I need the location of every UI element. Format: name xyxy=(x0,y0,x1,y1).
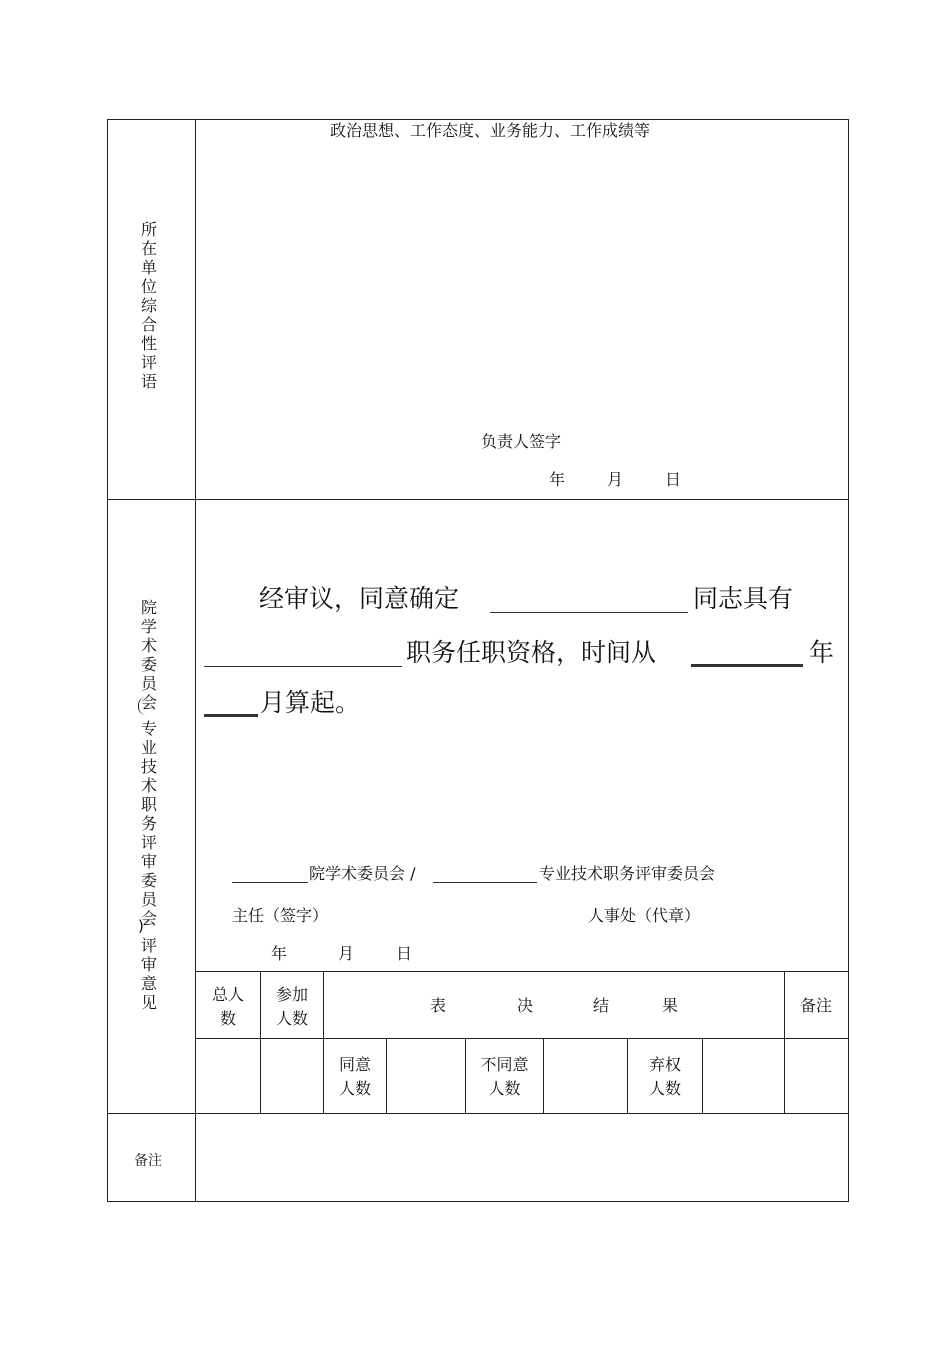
vote-disagree-line1: 不同意 xyxy=(480,1055,529,1074)
vote-abstain-line1: 弃权 xyxy=(648,1055,681,1074)
statement-part-1: 经审议，同意确定 xyxy=(259,584,460,613)
section2-date-year: 年 xyxy=(271,944,288,963)
academic-committee-label: 院学术委员会 / xyxy=(309,864,416,883)
vote-agree-cell[interactable] xyxy=(387,1039,465,1113)
vote-header-total-line2: 数 xyxy=(219,1009,236,1028)
vote-result-char-3: 结 xyxy=(593,996,610,1015)
statement-part-5: 月算起。 xyxy=(260,688,361,717)
section2-date-day: 日 xyxy=(396,944,413,963)
vote-disagree-cell[interactable] xyxy=(544,1039,627,1113)
border-bottom xyxy=(107,1201,849,1202)
professional-committee-blank[interactable] xyxy=(433,864,537,883)
month-blank[interactable] xyxy=(204,686,258,717)
vote-agree-line1: 同意 xyxy=(338,1055,371,1074)
remarks-area[interactable] xyxy=(196,1114,848,1201)
row-divider-1 xyxy=(107,499,849,500)
section2-date-month: 月 xyxy=(338,944,355,963)
remarks-label: 备注 xyxy=(134,1153,162,1169)
vote-disagree-line2: 人数 xyxy=(488,1079,521,1098)
academic-committee-blank[interactable] xyxy=(232,864,308,883)
vote-header-joined-line2: 人数 xyxy=(275,1009,308,1028)
review-opinion-label-part1: 院学术委员会 xyxy=(140,598,157,712)
vote-header-total-line1: 总人 xyxy=(211,985,244,1004)
professional-committee-label: 专业技术职务评审委员会 xyxy=(539,864,716,883)
border-left xyxy=(107,119,108,1202)
vote-result-char-4: 果 xyxy=(662,996,679,1015)
section1-date-day: 日 xyxy=(665,470,682,489)
vote-remark-cell[interactable] xyxy=(785,1039,848,1113)
hr-seal-label: 人事处（代章） xyxy=(588,906,701,925)
vote-header-total xyxy=(196,983,260,1031)
vote-agree-line2: 人数 xyxy=(338,1079,371,1098)
label-paren-close: ) xyxy=(138,917,144,935)
responsible-person-signature-label: 负责人签字 xyxy=(481,432,562,451)
vote-header-joined xyxy=(261,983,323,1031)
vote-header-joined-line1: 参加 xyxy=(275,985,308,1004)
position-blank[interactable] xyxy=(204,638,402,667)
vote-header-remark: 备注 xyxy=(800,996,833,1015)
name-blank[interactable] xyxy=(490,584,688,613)
review-opinion-label-part3: 评审意见 xyxy=(140,936,157,1012)
director-signature-label: 主任（签字） xyxy=(232,906,329,925)
vote-disagree-label xyxy=(466,1053,543,1101)
vote-agree-label xyxy=(324,1053,386,1101)
evaluation-writing-area[interactable] xyxy=(200,150,840,420)
evaluation-hint: 政治思想、工作态度、业务能力、工作成绩等 xyxy=(330,121,651,140)
vote-abstain-line2: 人数 xyxy=(648,1079,681,1098)
statement-part-4: 年 xyxy=(809,638,835,667)
review-opinion-label-part2: 专业技术职务评审委员会 xyxy=(140,719,157,928)
border-right xyxy=(848,119,849,1202)
section1-date-month: 月 xyxy=(607,470,624,489)
statement-part-3: 职务任职资格，时间从 xyxy=(406,638,657,667)
vote-abstain-cell[interactable] xyxy=(703,1039,784,1113)
border-top xyxy=(107,119,849,120)
vote-table-top xyxy=(195,971,849,972)
vote-result-char-2: 决 xyxy=(517,996,534,1015)
section1-date-year: 年 xyxy=(549,470,566,489)
year-blank[interactable] xyxy=(691,636,803,667)
vote-joined-cell[interactable] xyxy=(261,1039,323,1113)
vote-result-char-1: 表 xyxy=(430,996,447,1015)
statement-part-2: 同志具有 xyxy=(693,584,794,613)
unit-evaluation-label: 所在单位综合性评语 xyxy=(140,220,157,391)
label-paren-open xyxy=(138,697,147,715)
vote-abstain-label xyxy=(628,1053,702,1101)
vote-total-cell[interactable] xyxy=(196,1039,260,1113)
